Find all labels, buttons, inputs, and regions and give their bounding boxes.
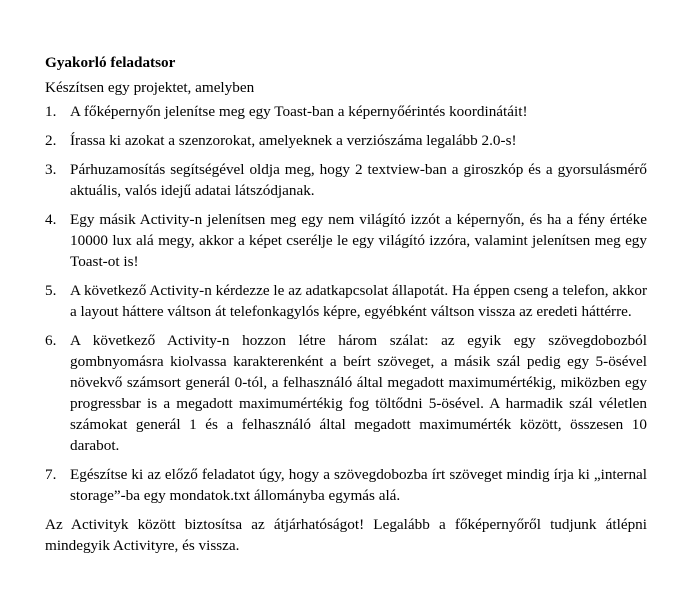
task-text: A főképernyőn jelenítse meg egy Toast-ban a képernyőérintés koordinátáit! bbox=[70, 103, 528, 120]
task-number: 7. bbox=[45, 466, 57, 483]
task-number: 3. bbox=[45, 161, 57, 178]
task-text: Párhuzamosítás segítségével oldja meg, hogy 2 textview-ban a giroszkóp és a gyorsulásmérő aktuális, valós idejű adatai látszódjanak. bbox=[70, 161, 647, 199]
document-title: Gyakorló feladatsor bbox=[45, 54, 176, 71]
task-number: 4. bbox=[45, 211, 57, 228]
list-item bbox=[45, 159, 647, 201]
list-item bbox=[45, 330, 647, 456]
list-item bbox=[45, 464, 647, 506]
list-item bbox=[45, 101, 647, 122]
task-number: 5. bbox=[45, 282, 57, 299]
task-text: Írassa ki azokat a szenzorokat, amelyeknek a verziószáma legalább 2.0-s! bbox=[70, 132, 517, 149]
task-list bbox=[45, 101, 647, 506]
task-number: 1. bbox=[45, 103, 57, 120]
list-item bbox=[45, 130, 647, 151]
intro-text: Készítsen egy projektet, amelyben bbox=[45, 79, 255, 96]
closing-paragraph: Az Activityk között biztosítsa az átjárhatóságot! Legalább a főképernyőről tudjunk átlépni mindegyik Activityre, és vissza. bbox=[45, 516, 647, 554]
task-number: 2. bbox=[45, 132, 57, 149]
task-text: Egészítse ki az előző feladatot úgy, hogy a szövegdobozba írt szöveget mindig írja ki „internal storage”-ba egy mondatok.txt állományba egymás alá. bbox=[70, 466, 647, 504]
task-text: A következő Activity-n hozzon létre három szálat: az egyik egy szövegdobozból gombnyomásra kiolvassa karakterenként a beírt szöveget, a másik szál pedig egy 5-ösével növekvő számsort generál 0-tól, a felhasználó által megadott maximumértékig, miközben egy progressbar is a megadott maximumértékig fog töltődni 5-ösével. A harmadik szál véletlen számokat generál 1 és a felhasználó által megadott maximumérték között, összesen 10 darabot. bbox=[70, 332, 647, 454]
list-item bbox=[45, 280, 647, 322]
task-number: 6. bbox=[45, 332, 57, 349]
task-text: Egy másik Activity-n jelenítsen meg egy nem világító izzót a képernyőn, és ha a fény értéke 10000 lux alá megy, akkor a képet cserélje le egy világító izzóra, valamint jelenítsen meg egy Toast-ot is! bbox=[70, 211, 647, 270]
list-item bbox=[45, 209, 647, 272]
document-page bbox=[45, 52, 647, 556]
task-text: A következő Activity-n kérdezze le az adatkapcsolat állapotát. Ha éppen cseng a telefon, akkor a layout háttere váltson át telefonkagylós képre, egyébként váltson vissza az eredeti háttérre. bbox=[70, 282, 647, 320]
